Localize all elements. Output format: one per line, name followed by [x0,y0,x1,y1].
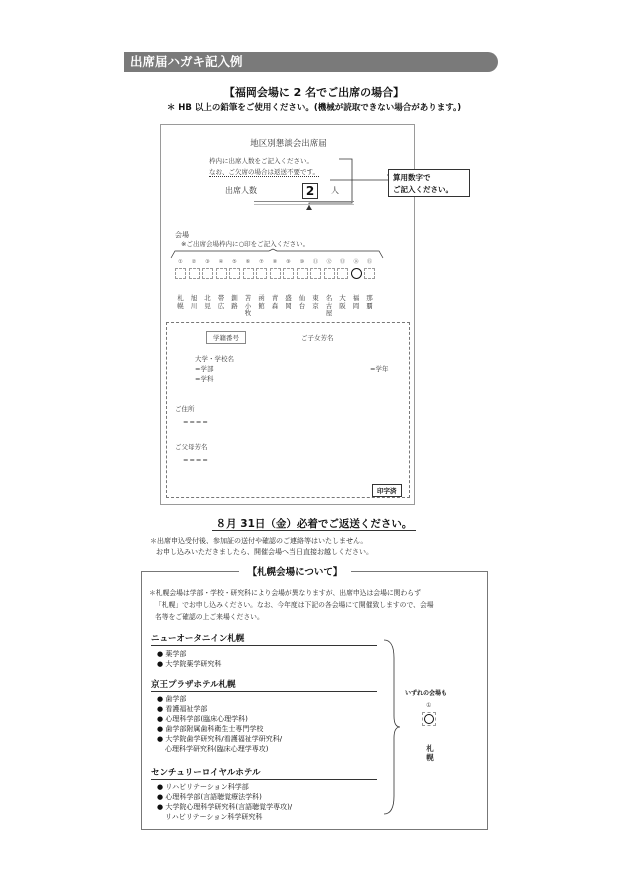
venue-checkbox[interactable] [364,268,375,279]
form-instruction-2: なお、ご欠席の場合は返送不要です。 [209,168,319,176]
count-underline [254,201,354,202]
venue-checkbox[interactable] [216,268,227,279]
venue-name-1: ニューオータニイン札幌 [151,634,245,644]
callout-pointer [330,177,390,183]
list-item: ● 薬学部 [157,650,187,658]
university-label: 大学・学校名 [195,355,234,363]
venue-label-10: 東 京 [312,294,319,310]
venue-label-6: 函 館 [258,294,265,310]
venue-label-7: 青 森 [271,294,279,310]
parent-value: ==== [183,456,209,464]
list-item: ● 心理科学部(言語聴覚療法学科) [157,793,262,801]
venue-checkbox[interactable] [310,268,321,279]
venue-rule-2 [151,691,377,692]
venue-note: ※ご出席会場枠内に○印をご記入ください。 [181,240,310,248]
numeral-callout [388,169,470,197]
venue-checkbox[interactable] [297,268,308,279]
sapporo-intro-2: 「札幌」でお申し込みください。なお、今年度は下記の各会場にて開催致しますので、会場 [155,601,434,609]
faculty-label: =学部 [195,365,214,373]
venue-list-3 [157,782,292,822]
list-item: ● 大学院歯学研究科/看護福祉学研究科/ [157,735,283,743]
form-instruction-1: 枠内に出席人数をご記入ください。 [209,157,313,165]
venue-checkbox[interactable] [283,268,294,279]
venue-list-1 [157,649,221,669]
venue-checkbox[interactable] [337,268,348,279]
circle-mark-icon [351,268,362,279]
venue-checkbox[interactable] [175,268,186,279]
deadline [0,516,628,531]
venue-label-9: 仙 台 [298,294,306,310]
any-venue-box[interactable] [422,712,436,726]
venue-number: ⑭ [353,259,359,265]
venue-number: ④ [218,259,224,265]
any-venue-city: 札 幌 [426,744,434,762]
venue-label-2: 北 見 [204,294,211,310]
venues-brace [382,638,402,816]
venue-number: ⑦ [259,259,264,265]
venue-checkbox[interactable] [189,268,200,279]
list-item: ● 大学院心理科学研究科(言語聴覚学専攻)/ [157,803,293,811]
venue-checkbox[interactable] [229,268,240,279]
venue-checkbox[interactable] [324,268,335,279]
venue-number: ⑤ [232,259,237,265]
callout-line-2: ご記入ください。 [393,185,453,194]
venue-label-5: 苫 小 牧 [244,294,252,317]
count-label: 出席人数 [225,186,257,195]
count-underline-2 [254,204,354,205]
venue-number: ⑬ [339,259,345,265]
list-item: ● 歯学部 [157,695,187,703]
venue-rule-3 [151,779,377,780]
venue-label-1: 旭 川 [190,294,198,310]
venue-number: ③ [205,259,210,265]
callout-line-1: 算用数字で [393,173,431,182]
venue-number: ⑩ [299,259,305,265]
address-panel [166,322,410,498]
printed-label: 印字済 [372,484,402,497]
list-item: ● 心理科学部(臨床心理学科) [157,715,248,723]
venue-checkbox[interactable] [351,268,362,279]
venue-number: ⑪ [312,259,318,265]
venue-checkbox[interactable] [243,268,254,279]
note-line-2: お申し込みいただきましたら、開催会場へ当日直接お越しください。 [156,548,373,556]
venue-number: ⑥ [245,259,251,265]
any-venue-label: いずれの会場も [405,690,448,697]
list-item: ● 大学院薬学研究科 [157,660,222,668]
venue-label-4: 釧 路 [231,294,238,310]
list-item: ● リハビリテーション科学部 [157,783,249,791]
list-item: リハビリテーション科学研究科 [165,813,263,821]
sapporo-title: 【札幌会場について】 [239,564,351,578]
address-value: ==== [183,418,209,426]
any-venue-number: ① [426,702,432,709]
list-item: 心理科学研究科(臨床心理学専攻) [165,745,269,753]
venue-label-3: 帯 広 [217,294,225,310]
venue-checkbox[interactable] [202,268,213,279]
list-item: ● 歯学部附属歯科衛生士専門学校 [157,725,264,733]
venue-checkbox[interactable] [270,268,281,279]
venue-label-14: 那 覇 [366,294,373,310]
department-label: =学科 [195,375,214,383]
count-box[interactable]: 2 [302,183,318,199]
venue-number: ⑧ [272,259,278,265]
venue-number: ⑮ [366,259,372,265]
venue-list-2 [157,694,282,754]
venue-name-2: 京王プラザホテル札幌 [151,680,236,690]
form-title: 地区別懇談会出席届 [250,139,327,149]
venue-label-12: 大 阪 [339,294,346,310]
sapporo-intro-1: ＊札幌会場は学部・学校・研究科により会場が異なりますが、出席申込は会場に関わらず [149,589,421,597]
sapporo-box [141,571,488,830]
example-title: 【福岡会場に 2 名でご出席の場合】 [223,86,405,99]
sapporo-intro-3: 名等をご確認の上ご来場ください。 [155,613,264,621]
venue-label-11: 名 古 屋 [325,294,333,317]
venue-checkbox[interactable] [256,268,267,279]
circle-mark-icon [424,714,434,724]
venue-label-13: 福 岡 [352,294,360,310]
venue-label-0: 札 幌 [177,294,184,310]
parent-label: ご父母芳名 [175,443,208,451]
sapporo-intro [149,587,434,623]
venue-number: ⑫ [326,259,332,265]
year-label: =学年 [370,365,389,373]
address-label: ご住所 [175,405,195,413]
deadline-text: ８月 31日（金）必着でご返送ください。 [212,518,417,531]
note-line-1: ＊出席申込受付後、参加証の送付や確認のご連絡等はいたしません。 [150,537,368,545]
list-item: ● 看護福祉学部 [157,705,208,713]
student-no-label: 学籍番号 [206,331,246,344]
notes [150,536,373,558]
count-unit: 人 [331,186,339,195]
venue-label-8: 盛 岡 [285,294,292,310]
venue-number: ① [178,259,183,265]
pencil-note: ＊ HB 以上の鉛筆をご使用ください。(機械が読取できない場合があります。) [166,103,462,113]
venue-number: ② [191,259,197,265]
venue-number: ⑨ [286,259,291,265]
venue-label: 会場 [175,231,189,239]
section-header: 出席届ハガキ記入例 [124,52,498,72]
venue-name-3: センチュリーロイヤルホテル [151,768,261,778]
venue-rule-1 [151,645,377,646]
child-name-label: ご子女芳名 [301,334,334,342]
